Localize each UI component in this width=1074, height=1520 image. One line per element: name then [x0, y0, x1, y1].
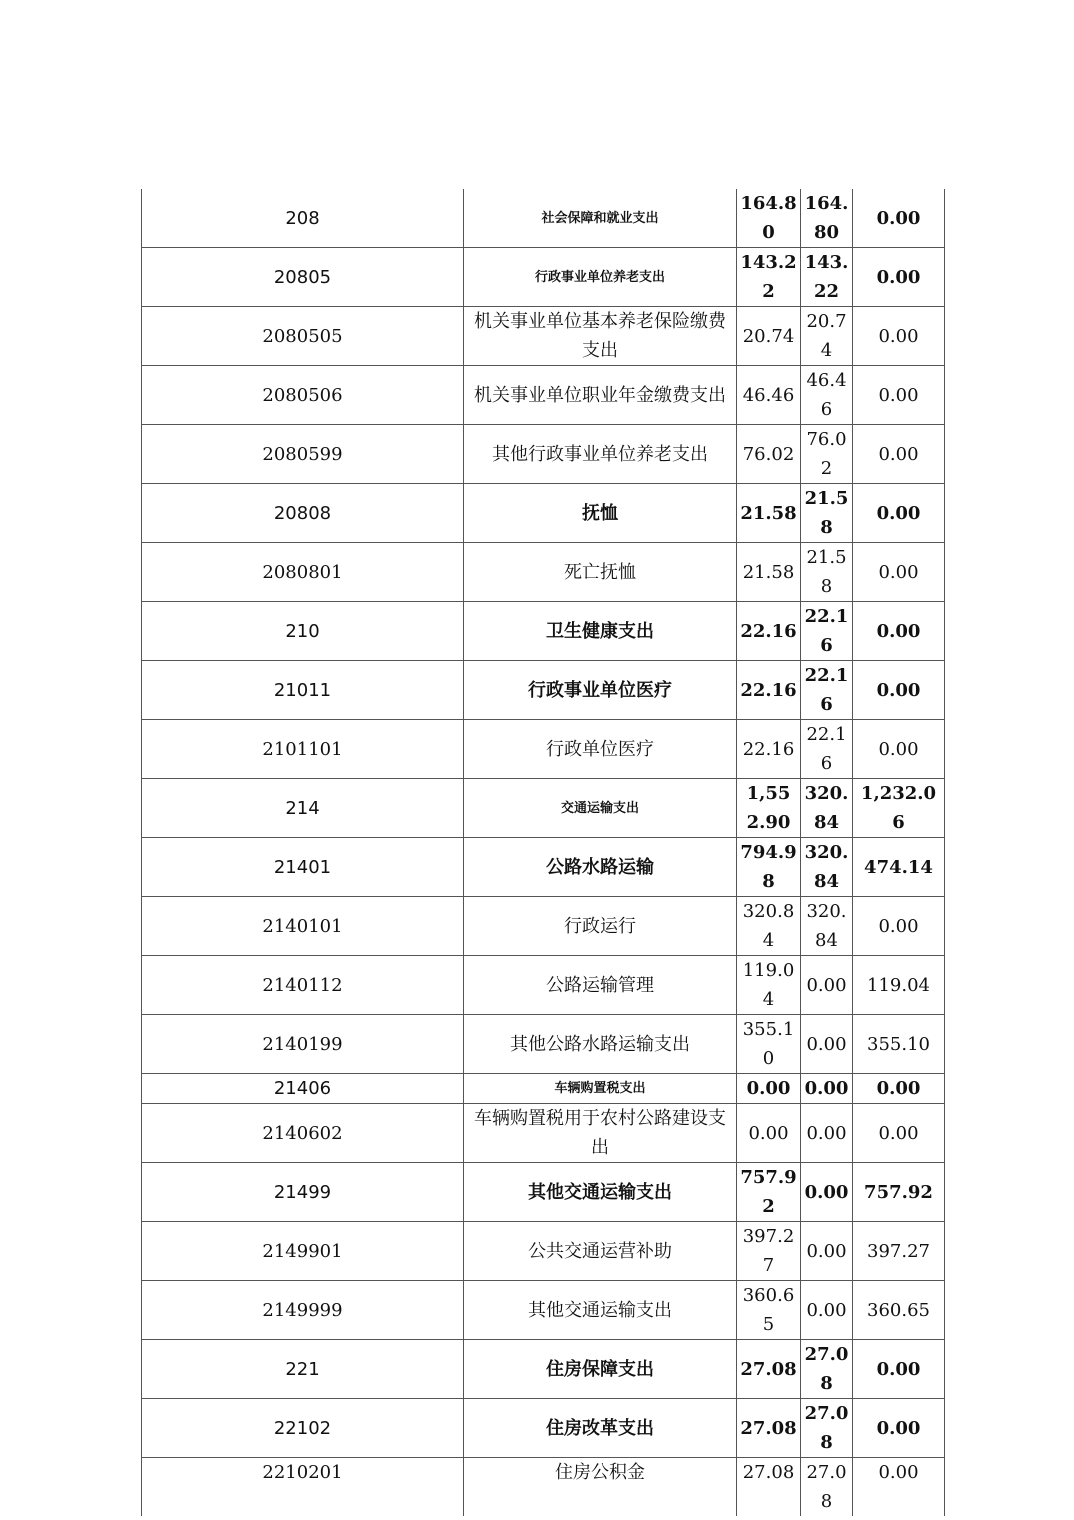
project-expense-cell: 0.00 — [853, 720, 945, 779]
name-cell: 行政事业单位养老支出 — [464, 248, 737, 307]
total-cell: 22.16 — [737, 661, 801, 720]
code-cell: 2080599 — [142, 425, 464, 484]
code-cell: 214 — [142, 779, 464, 838]
table-row — [142, 1104, 945, 1163]
basic-expense-cell: 164.80 — [801, 189, 853, 248]
name-cell: 其他交通运输支出 — [464, 1281, 737, 1340]
table-row — [142, 1458, 945, 1517]
code-cell: 2140101 — [142, 897, 464, 956]
basic-expense-cell: 21.58 — [801, 484, 853, 543]
code-cell: 2140602 — [142, 1104, 464, 1163]
project-expense-cell: 0.00 — [853, 189, 945, 248]
table-row — [142, 484, 945, 543]
code-cell: 21406 — [142, 1074, 464, 1104]
total-cell: 21.58 — [737, 484, 801, 543]
total-cell: 0.00 — [737, 1104, 801, 1163]
total-cell: 76.02 — [737, 425, 801, 484]
basic-expense-cell: 0.00 — [801, 1015, 853, 1074]
code-cell: 208 — [142, 189, 464, 248]
project-expense-cell: 0.00 — [853, 543, 945, 602]
name-cell: 卫生健康支出 — [464, 602, 737, 661]
basic-expense-cell: 320.84 — [801, 838, 853, 897]
expenditure-table-body — [142, 189, 945, 1516]
table-row — [142, 661, 945, 720]
name-cell: 社会保障和就业支出 — [464, 189, 737, 248]
name-cell: 车辆购置税用于农村公路建设支出 — [464, 1104, 737, 1163]
table-row — [142, 1340, 945, 1399]
name-cell: 其他交通运输支出 — [464, 1163, 737, 1222]
name-cell: 住房保障支出 — [464, 1340, 737, 1399]
table-row — [142, 425, 945, 484]
code-cell: 20805 — [142, 248, 464, 307]
basic-expense-cell: 27.08 — [801, 1399, 853, 1458]
basic-expense-cell: 22.16 — [801, 720, 853, 779]
total-cell: 164.80 — [737, 189, 801, 248]
expenditure-table — [141, 189, 945, 1516]
total-cell: 20.74 — [737, 307, 801, 366]
code-cell: 2080801 — [142, 543, 464, 602]
project-expense-cell: 0.00 — [853, 1399, 945, 1458]
project-expense-cell: 0.00 — [853, 366, 945, 425]
project-expense-cell: 0.00 — [853, 307, 945, 366]
project-expense-cell: 0.00 — [853, 897, 945, 956]
table-row — [142, 1015, 945, 1074]
total-cell: 757.92 — [737, 1163, 801, 1222]
table-row — [142, 1222, 945, 1281]
name-cell: 其他行政事业单位养老支出 — [464, 425, 737, 484]
code-cell: 2140199 — [142, 1015, 464, 1074]
table-row — [142, 1281, 945, 1340]
project-expense-cell: 0.00 — [853, 484, 945, 543]
total-cell: 397.27 — [737, 1222, 801, 1281]
code-cell: 20808 — [142, 484, 464, 543]
basic-expense-cell: 20.74 — [801, 307, 853, 366]
basic-expense-cell: 76.02 — [801, 425, 853, 484]
project-expense-cell: 0.00 — [853, 1104, 945, 1163]
table-row — [142, 248, 945, 307]
total-cell: 21.58 — [737, 543, 801, 602]
basic-expense-cell: 0.00 — [801, 1104, 853, 1163]
project-expense-cell: 355.10 — [853, 1015, 945, 1074]
table-row — [142, 1163, 945, 1222]
name-cell: 公路运输管理 — [464, 956, 737, 1015]
name-cell: 住房改革支出 — [464, 1399, 737, 1458]
basic-expense-cell: 0.00 — [801, 1163, 853, 1222]
total-cell: 119.04 — [737, 956, 801, 1015]
total-cell: 794.98 — [737, 838, 801, 897]
basic-expense-cell: 46.46 — [801, 366, 853, 425]
project-expense-cell: 0.00 — [853, 661, 945, 720]
code-cell: 2080506 — [142, 366, 464, 425]
code-cell: 2101101 — [142, 720, 464, 779]
table-row — [142, 602, 945, 661]
project-expense-cell: 360.65 — [853, 1281, 945, 1340]
basic-expense-cell: 143.22 — [801, 248, 853, 307]
basic-expense-cell: 0.00 — [801, 956, 853, 1015]
basic-expense-cell: 0.00 — [801, 1222, 853, 1281]
table-row — [142, 838, 945, 897]
project-expense-cell: 1,232.06 — [853, 779, 945, 838]
table-row — [142, 1074, 945, 1104]
code-cell: 210 — [142, 602, 464, 661]
project-expense-cell: 0.00 — [853, 1074, 945, 1104]
table-row — [142, 189, 945, 248]
name-cell: 抚恤 — [464, 484, 737, 543]
table-row — [142, 956, 945, 1015]
total-cell: 355.10 — [737, 1015, 801, 1074]
total-cell: 22.16 — [737, 602, 801, 661]
total-cell: 27.08 — [737, 1399, 801, 1458]
total-cell: 46.46 — [737, 366, 801, 425]
basic-expense-cell: 21.58 — [801, 543, 853, 602]
code-cell: 2210201 — [142, 1458, 464, 1517]
basic-expense-cell: 27.08 — [801, 1458, 853, 1517]
name-cell: 公路水路运输 — [464, 838, 737, 897]
table-row — [142, 1399, 945, 1458]
project-expense-cell: 474.14 — [853, 838, 945, 897]
basic-expense-cell: 27.08 — [801, 1340, 853, 1399]
total-cell: 27.08 — [737, 1458, 801, 1517]
name-cell: 死亡抚恤 — [464, 543, 737, 602]
basic-expense-cell: 320.84 — [801, 779, 853, 838]
total-cell: 320.84 — [737, 897, 801, 956]
project-expense-cell: 0.00 — [853, 1458, 945, 1517]
project-expense-cell: 0.00 — [853, 1340, 945, 1399]
total-cell: 27.08 — [737, 1340, 801, 1399]
project-expense-cell: 119.04 — [853, 956, 945, 1015]
project-expense-cell: 0.00 — [853, 602, 945, 661]
total-cell: 143.22 — [737, 248, 801, 307]
code-cell: 2140112 — [142, 956, 464, 1015]
name-cell: 行政事业单位医疗 — [464, 661, 737, 720]
name-cell: 机关事业单位基本养老保险缴费支出 — [464, 307, 737, 366]
basic-expense-cell: 0.00 — [801, 1281, 853, 1340]
name-cell: 行政运行 — [464, 897, 737, 956]
name-cell: 住房公积金 — [464, 1458, 737, 1517]
name-cell: 交通运输支出 — [464, 779, 737, 838]
name-cell: 其他公路水路运输支出 — [464, 1015, 737, 1074]
table-row — [142, 720, 945, 779]
basic-expense-cell: 0.00 — [801, 1074, 853, 1104]
code-cell: 21011 — [142, 661, 464, 720]
project-expense-cell: 0.00 — [853, 425, 945, 484]
project-expense-cell: 0.00 — [853, 248, 945, 307]
basic-expense-cell: 320.84 — [801, 897, 853, 956]
table-row — [142, 779, 945, 838]
code-cell: 221 — [142, 1340, 464, 1399]
basic-expense-cell: 22.16 — [801, 661, 853, 720]
total-cell: 22.16 — [737, 720, 801, 779]
table-row — [142, 897, 945, 956]
name-cell: 车辆购置税支出 — [464, 1074, 737, 1104]
name-cell: 公共交通运营补助 — [464, 1222, 737, 1281]
total-cell: 360.65 — [737, 1281, 801, 1340]
table-row — [142, 366, 945, 425]
name-cell: 行政单位医疗 — [464, 720, 737, 779]
project-expense-cell: 397.27 — [853, 1222, 945, 1281]
name-cell: 机关事业单位职业年金缴费支出 — [464, 366, 737, 425]
code-cell: 21499 — [142, 1163, 464, 1222]
code-cell: 22102 — [142, 1399, 464, 1458]
basic-expense-cell: 22.16 — [801, 602, 853, 661]
table-row — [142, 543, 945, 602]
code-cell: 2080505 — [142, 307, 464, 366]
code-cell: 2149999 — [142, 1281, 464, 1340]
code-cell: 21401 — [142, 838, 464, 897]
code-cell: 2149901 — [142, 1222, 464, 1281]
total-cell: 0.00 — [737, 1074, 801, 1104]
table-row — [142, 307, 945, 366]
project-expense-cell: 757.92 — [853, 1163, 945, 1222]
total-cell: 1,552.90 — [737, 779, 801, 838]
